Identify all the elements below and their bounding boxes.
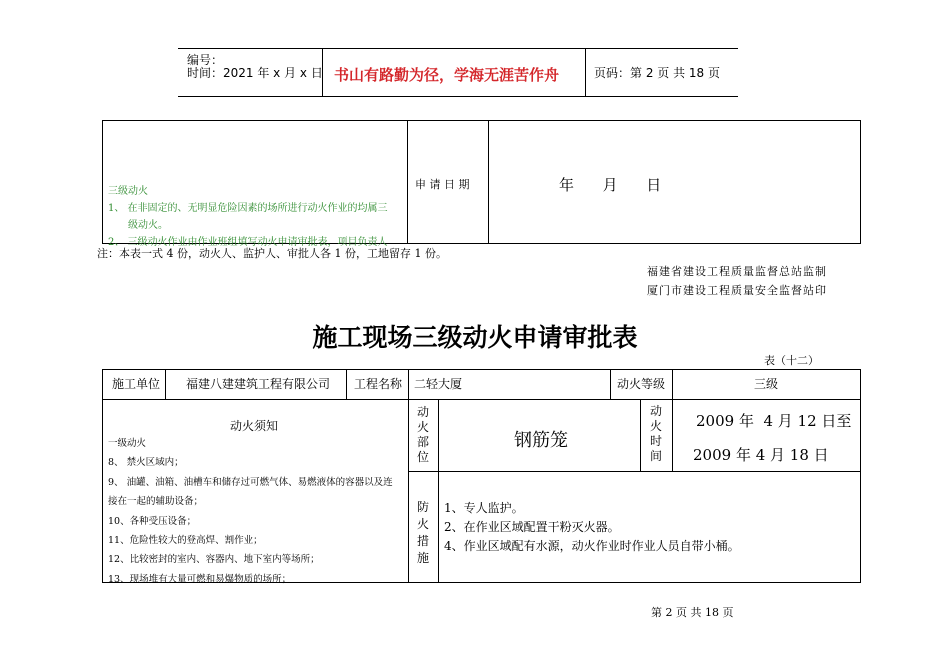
footer-page-number: 第 2 页 共 18 页 — [651, 606, 734, 619]
fire-time-start: 2009 年 4 月 12 日至 — [696, 412, 852, 430]
date-label: 时间：2021 年 x 月 x 日 — [187, 66, 323, 80]
fire-time-label: 动火时间 — [649, 404, 662, 463]
measure-item: 4、作业区域配有水源，动火作业时作业人员自带小桶。 — [444, 539, 740, 553]
fire-measures-list — [444, 499, 740, 556]
motto-text: 书山有路勤为径，学海无涯苦作舟 — [334, 66, 560, 84]
measure-item: 2、在作业区域配置干粉灭火器。 — [444, 520, 620, 534]
construction-unit-value: 福建八建建筑工程有限公司 — [186, 377, 331, 391]
fire-time-end: 2009 年 4 月 18 日 — [693, 446, 829, 464]
notice-item: 13、现场堆有大量可燃和易爆物质的场所； — [108, 573, 292, 585]
project-name-label: 工程名称 — [354, 377, 403, 391]
fire-level-value: 三级 — [753, 377, 778, 391]
notice-item: 8、 禁火区域内； — [108, 457, 184, 469]
level-three-rule-2: 2、 三级动火作业由作业班组填写动火申请审批表，项目负责人 — [108, 237, 388, 248]
fire-location-value: 钢筋笼 — [514, 430, 568, 451]
fire-level-label: 动火等级 — [617, 377, 666, 391]
level-three-rule-1-cont: 级动火。 — [128, 220, 168, 231]
notice-item: 9、 油罐、油箱、油槽车和储存过可燃气体、易燃液体的容器以及连 — [108, 476, 393, 488]
notice-list — [108, 434, 393, 589]
fire-measures-label: 防火措施 — [416, 500, 429, 565]
form-title: 施工现场三级动火申请审批表 — [312, 323, 638, 352]
serial-number-label: 编号： — [187, 53, 224, 67]
table-number: 表（十二） — [764, 354, 819, 367]
fire-location-label: 动火部位 — [416, 405, 429, 464]
apply-date-label: 申 请 日 期 — [415, 178, 470, 191]
level-three-rule-1: 1、 在非固定的、无明显危险因素的场所进行动火作业的均属三 — [108, 203, 388, 214]
construction-unit-label: 施工单位 — [112, 377, 161, 391]
page-info: 页码：第 2 页 共 18 页 — [594, 66, 720, 80]
notice-title: 动火须知 — [230, 419, 279, 433]
issuer-line-2: 厦门市建设工程质量安全监督站印 — [647, 284, 827, 297]
notice-item: 一级动火 — [108, 438, 147, 449]
notice-item: 10、各种受压设备； — [108, 515, 197, 527]
notice-item: 11、危险性较大的登高焊、割作业； — [108, 535, 263, 547]
notice-item: 12、比较密封的室内、容器内、地下室内等场所； — [108, 554, 320, 566]
footnote: 注：本表一式 4 份，动火人、监护人、审批人各 1 份，工地留存 1 份。 — [97, 247, 447, 260]
level-three-title: 三级动火 — [108, 186, 148, 197]
apply-date-value: 年 月 日 — [559, 176, 662, 194]
issuer-line-1: 福建省建设工程质量监督总站监制 — [647, 265, 827, 278]
measure-item: 1、专人监护。 — [444, 501, 524, 515]
project-name-value: 二轻大厦 — [414, 377, 463, 391]
notice-item: 接在一起的辅助设备； — [108, 496, 204, 508]
